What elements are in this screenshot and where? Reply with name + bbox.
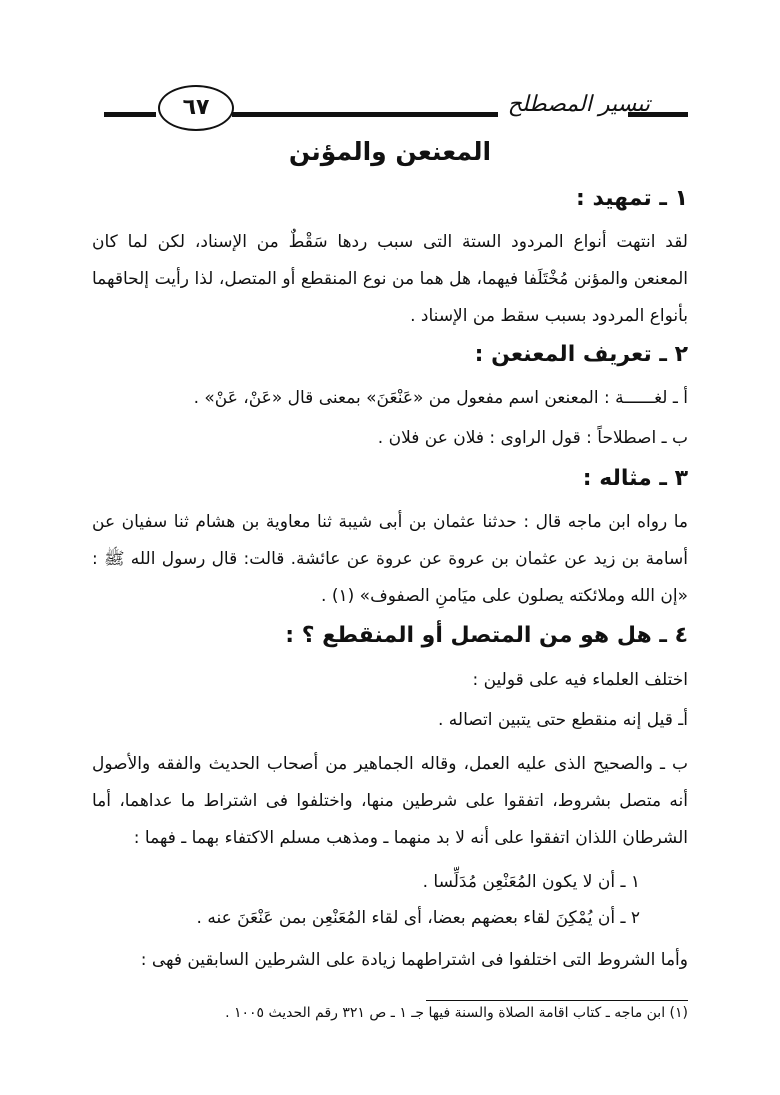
heading-introduction: ١ ـ تمهيد : (576, 186, 688, 211)
definition-linguistic: أ ـ لغــــــة : المعنعن اسم مفعول من «عَنْعَنَ» بمعنى قال «عَنْ، عَنْ» . (193, 388, 688, 408)
remaining-conditions-intro: وأما الشروط التى اختلفوا فى اشتراطهما زيادة على الشرطين السابقين فهى : (140, 950, 688, 970)
section-title: المعنعن والمؤنن (288, 137, 492, 166)
heading-connected-or-broken: ٤ ـ هل هو من المتصل أو المنقطع ؟ : (285, 623, 688, 648)
running-title: تيسير المصطلح (507, 92, 650, 117)
heading-example: ٣ ـ مثاله : (582, 466, 688, 491)
definition-technical: ب ـ اصطلاحاً : قول الراوى : فلان عن فلان . (377, 428, 688, 448)
opinions-intro: اختلف العلماء فيه على قولين : (472, 670, 688, 690)
condition-1: ١ ـ أن لا يكون المُعَنْعِن مُدَلِّسا . (422, 872, 640, 892)
footnote-rule (426, 1000, 688, 1001)
example-paragraph: ما رواه ابن ماجه قال : حدثنا عثمان بن أبى شيبة ثنا معاوية بن هشام ثنا سفيان عن أسامة بن زيد عن عثمان بن عروة عن عروة عن عائشة. قالت: قال رسول الله ﷺ : «إن الله وملائكته يصلون على ميَامنِ الصفوف» (١) . (92, 512, 688, 606)
footnote: (١) ابن ماجه ـ كتاب اقامة الصلاة والسنة فيها جـ ١ ـ ص ٣٢١ رقم الحديث ١٠٠٥ . (225, 1005, 688, 1021)
introduction-paragraph: لقد انتهت أنواع المردود الستة التى سبب ردها سَقْطٌ من الإسناد، لكن لما كان المعنعن والمؤنن مُخْتَلَفا فيهما، هل هما من نوع المنقطع أو المتصل، لذا رأيت إلحاقهما بأنواع المردود بسبب سقط من الإسناد . (92, 232, 688, 326)
header-rule-left (104, 112, 156, 117)
header-rule-middle (232, 112, 498, 117)
heading-definition: ٢ ـ تعريف المعنعن : (474, 342, 688, 367)
condition-2: ٢ ـ أن يُمْكِنَ لقاء بعضهم بعضا، أى لقاء المُعَنْعِن بمن عَنْعَنَ عنه . (196, 908, 640, 928)
opinion-a: أـ قيل إنه منقطع حتى يتبين اتصاله . (437, 710, 688, 730)
page-number: ٦٧ (158, 85, 234, 131)
opinion-b: ب ـ والصحيح الذى عليه العمل، وقاله الجماهير من أصحاب الحديث والفقه والأصول أنه متصل بشروط، اتفقوا على شرطين منها، واختلفوا فى اشتراط ما عداهما، أما الشرطان اللذان اتفقوا على أنه لا بد منهما ـ ومذهب مسلم الاكتفاء بهما ـ فهما : (92, 754, 688, 848)
